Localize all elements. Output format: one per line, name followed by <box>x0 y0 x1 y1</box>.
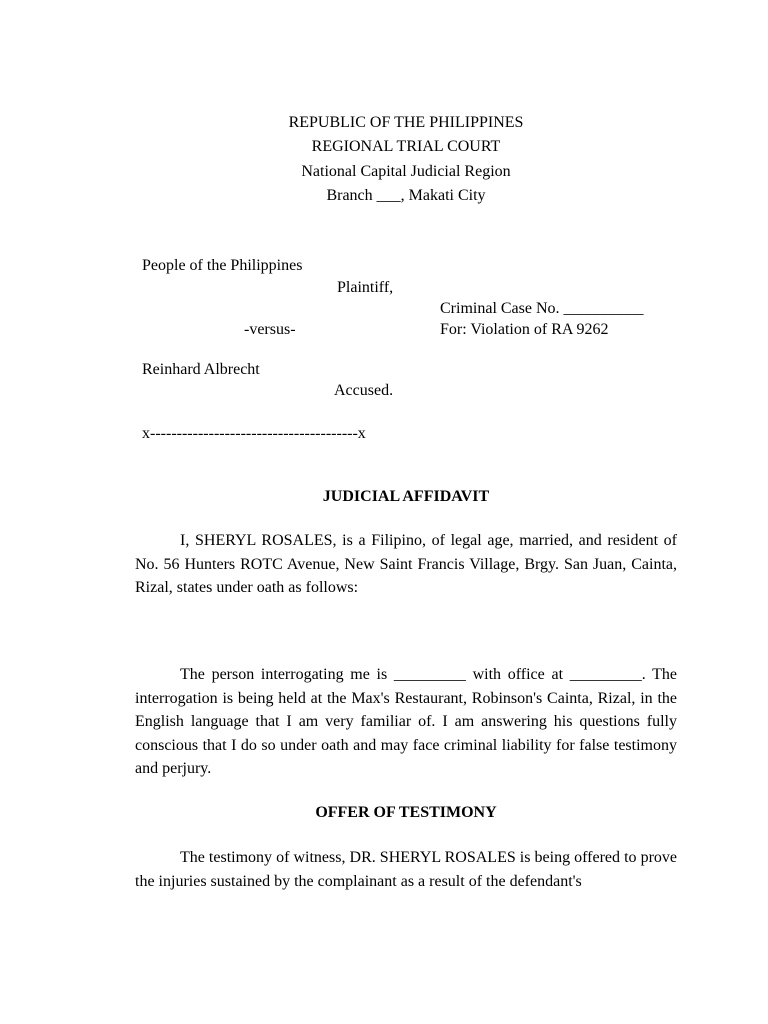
plaintiff-name: People of the Philippines <box>142 257 303 274</box>
header-region: National Capital Judicial Region <box>301 162 511 180</box>
document-title: JUDICIAL AFFIDAVIT <box>322 488 490 505</box>
intro-paragraph <box>135 529 677 600</box>
header-republic: REPUBLIC OF THE PHILIPPINES <box>288 114 524 131</box>
accused-name: Reinhard Albrecht <box>142 361 260 378</box>
court-header <box>0 111 768 208</box>
offer-paragraph <box>135 846 677 893</box>
intro-text: I, SHERYL ROSALES, is a Filipino, of legal age, married, and resident of No. 56 Hunters ROTC Avenue, New Saint Francis Village, Brgy. San Juan, Cainta, Rizal, states under oath as follows: <box>135 532 677 596</box>
accused-label: Accused. <box>334 382 394 399</box>
interrogation-paragraph <box>135 663 677 781</box>
case-number: Criminal Case No. __________ <box>440 300 644 317</box>
interrogation-text: The person interrogating me is _________ with office at _________. The interrogation is being held at the Max's Restaurant, Robinson's Cainta, Rizal, in the English language that I am very familiar of. I am answering his questions fully conscious that I do so under oath and may face criminal liability for false testimony and perjury. <box>135 666 677 777</box>
offer-heading: OFFER OF TESTIMONY <box>315 804 497 821</box>
header-branch: Branch ___, Makati City <box>326 186 486 204</box>
violation-label: For: Violation of RA 9262 <box>440 321 609 338</box>
offer-text: The testimony of witness, DR. SHERYL ROSALES is being offered to prove the injuries sustained by the complainant as a result of the defendant's <box>135 849 677 890</box>
versus-label: -versus- <box>244 321 296 338</box>
caption-separator: x---------------------------------------x <box>142 425 366 442</box>
header-court: REGIONAL TRIAL COURT <box>311 138 501 156</box>
plaintiff-label: Plaintiff, <box>337 279 394 296</box>
